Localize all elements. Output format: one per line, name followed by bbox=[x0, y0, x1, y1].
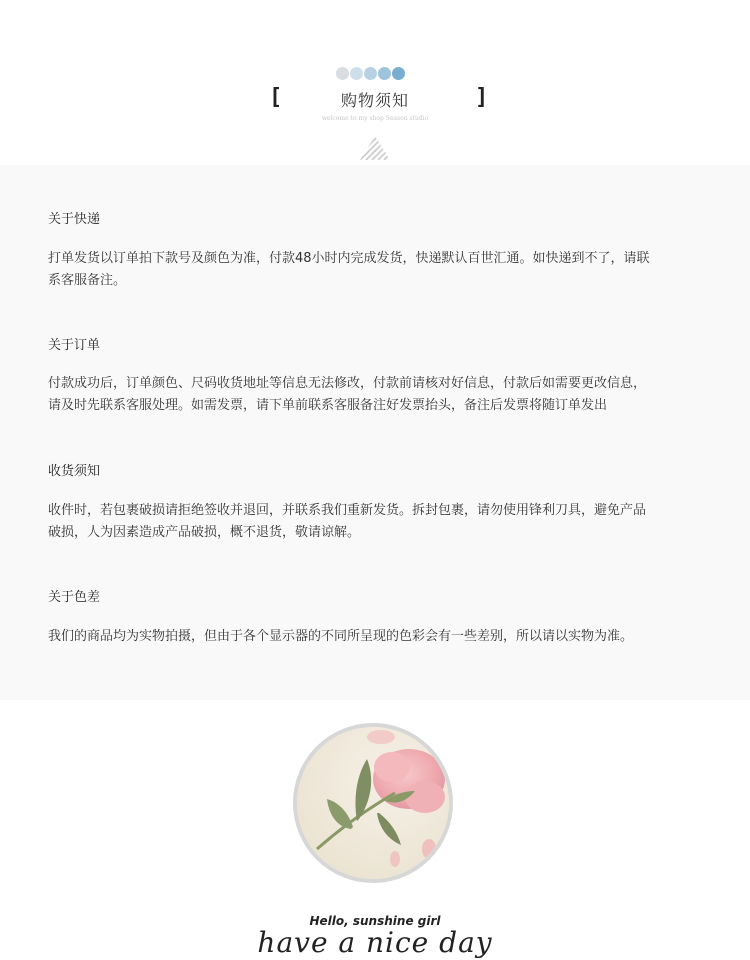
striped-triangle-icon bbox=[360, 136, 390, 160]
dot-2 bbox=[350, 67, 363, 80]
section-body-order bbox=[48, 373, 708, 417]
page-subtitle: welcome to my shop Season studio bbox=[321, 115, 429, 122]
body-line: 付款成功后，订单颜色、尺码收货地址等信息无法修改，付款前请核对好信息，付款后如需要更改信息， bbox=[48, 376, 647, 391]
page-title: 购物须知 bbox=[340, 91, 409, 110]
dot-1 bbox=[336, 67, 349, 80]
title-bracket-left: [ bbox=[269, 85, 283, 110]
body-line: 收件时，若包裹破损请拒绝签收并退回，并联系我们重新发货。拆封包裹，请勿使用锋利刀具，避免产品 bbox=[48, 503, 647, 518]
section-body-shipping bbox=[48, 248, 708, 292]
section-heading-shipping: 关于快递 bbox=[48, 212, 101, 227]
body-line: 系客服备注。 bbox=[48, 273, 127, 288]
section-heading-color: 关于色差 bbox=[48, 590, 101, 605]
notice-header bbox=[0, 0, 750, 165]
rose-illustration bbox=[297, 727, 449, 879]
section-body-color bbox=[48, 626, 708, 648]
body-line: 请及时先联系客服处理。如需发票，请下单前联系客服备注好发票抬头，备注后发票将随订单发出 bbox=[48, 398, 608, 413]
greeting-text: Hello, sunshine girl bbox=[309, 914, 441, 928]
section-heading-order: 关于订单 bbox=[48, 338, 101, 353]
dot-5 bbox=[392, 67, 405, 80]
dot-4 bbox=[378, 67, 391, 80]
body-line: 打单发货以订单拍下款号及颜色为准，付款48小时内完成发货，快递默认百世汇通。如快递到不了，请联 bbox=[48, 251, 650, 266]
title-bracket-right: ] bbox=[475, 85, 489, 110]
section-heading-receiving: 收货须知 bbox=[48, 464, 101, 479]
notice-panel bbox=[0, 165, 750, 700]
body-line: 我们的商品均为实物拍摄，但由于各个显示器的不同所呈现的色彩会有一些差别，所以请以实物为准。 bbox=[48, 629, 634, 644]
section-body-receiving bbox=[48, 500, 708, 544]
tagline-script: have a nice day bbox=[257, 926, 493, 959]
rose-photo bbox=[293, 723, 453, 883]
dot-3 bbox=[364, 67, 377, 80]
body-line: 破损，人为因素造成产品破损，概不退货，敬请谅解。 bbox=[48, 525, 361, 540]
decorative-dots bbox=[336, 67, 408, 81]
